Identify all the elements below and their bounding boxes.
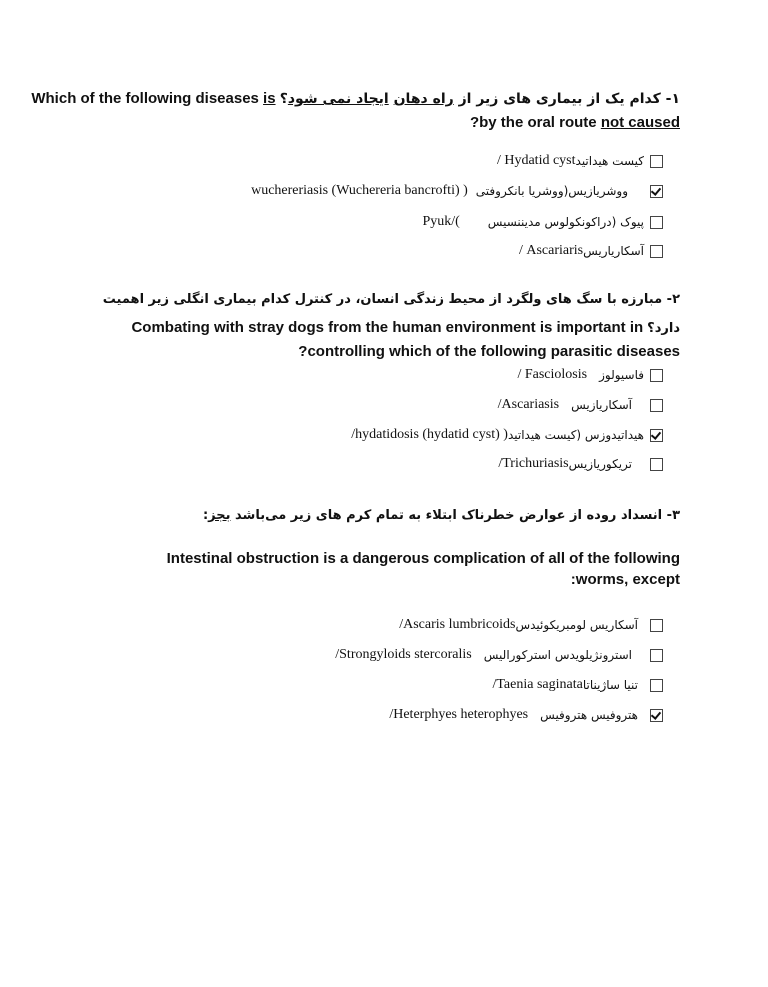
checkbox[interactable] xyxy=(650,458,663,471)
q2-option-2[interactable] xyxy=(498,397,663,413)
option-fa-label: هیداتیدوزس (کیست هیداتید xyxy=(507,428,644,442)
q3-fa-colon: : xyxy=(202,508,209,523)
option-en-label: Taenia saginata/ xyxy=(492,677,583,692)
q2-fa-text: ۲- مبارزه با سگ های ولگرد از محیط زندگی انسان، در کنترل کدام بیماری انگلی زیر اهمیت xyxy=(102,292,680,307)
checkbox[interactable] xyxy=(650,185,663,198)
q1-fa-underlined-not-caused: ایجاد نمی شود xyxy=(287,91,389,107)
q1-en-is: is xyxy=(263,90,276,107)
q2-title-line1 xyxy=(103,292,680,307)
q2-fa-text-end: دارد؟ xyxy=(647,321,680,336)
checkbox[interactable] xyxy=(650,679,663,692)
checkbox[interactable] xyxy=(650,155,663,168)
option-en-label: Trichuriasis/ xyxy=(498,456,569,471)
q3-title-line3 xyxy=(571,570,680,588)
option-en-label: Ascaris lumbricoids/ xyxy=(399,617,516,632)
q3-option-1[interactable] xyxy=(399,617,663,633)
check-icon xyxy=(651,429,661,440)
option-en-label: Fasciolosis / xyxy=(517,367,588,382)
q3-fa-except: بجز xyxy=(208,508,231,523)
q1-option-1[interactable] xyxy=(497,153,663,169)
checkbox[interactable] xyxy=(650,399,663,412)
checkbox[interactable] xyxy=(650,216,663,229)
checkbox[interactable] xyxy=(650,619,663,632)
q1-option-4[interactable] xyxy=(519,243,663,259)
q1-en-text: Which of the following diseases xyxy=(31,90,280,107)
q3-title-line1 xyxy=(203,508,680,523)
option-fa-label: آسکاریاریس xyxy=(583,244,644,258)
option-en-label: Ascariasis/ xyxy=(497,397,560,412)
checkbox[interactable] xyxy=(650,649,663,662)
option-en-label: ( hydatidosis (hydatid cyst)/ xyxy=(351,427,508,442)
option-fa-label: کیست هیداتید xyxy=(575,154,644,168)
q3-en-text-line3: :worms, except xyxy=(570,571,680,588)
q1-title-line2 xyxy=(470,113,680,131)
check-icon xyxy=(651,709,661,720)
option-en-label: Ascariaris / xyxy=(518,243,584,258)
q2-title-line3 xyxy=(298,342,680,360)
checkbox[interactable] xyxy=(650,429,663,442)
q1-option-3[interactable] xyxy=(422,214,663,230)
option-fa-label: تنیا ساژیناتا xyxy=(582,678,638,692)
checkbox[interactable] xyxy=(650,709,663,722)
checkbox[interactable] xyxy=(650,369,663,382)
checkbox[interactable] xyxy=(650,245,663,258)
option-fa-label: پیوک (دراکونکولوس مدیننسیس xyxy=(487,215,644,229)
q1-line2-text: ?by the oral route xyxy=(469,114,601,131)
check-icon xyxy=(651,185,661,196)
option-fa-label: آسکاریس لومبریکوئیدس xyxy=(515,618,638,632)
option-en-label: ( wuchereriasis (Wuchereria bancrofti) xyxy=(251,183,468,198)
option-fa-label: فاسیولوز xyxy=(599,368,644,382)
option-en-label: Hydatid cyst / xyxy=(496,153,576,168)
q1-title-line1 xyxy=(31,90,680,107)
q3-title-line2 xyxy=(167,549,680,567)
option-fa-label: آسکاریازیس xyxy=(571,398,632,412)
option-fa-label: ووشریازیس(ووشریا بانکروفتی xyxy=(475,184,628,198)
q3-fa-text: ۳- انسداد روده از عوارض خطرناک ابتلاء به تمام کرم های زیر می‌باشد xyxy=(230,508,680,523)
q2-en-text: Combating with stray dogs from the human environment is important in xyxy=(131,319,644,336)
q2-option-1[interactable] xyxy=(517,367,663,383)
q1-fa-underlined-route: راه دهان xyxy=(393,91,454,107)
q2-option-4[interactable] xyxy=(498,456,663,472)
q1-fa-qmark: ؟ xyxy=(279,91,288,107)
option-en-label: Heterphyes heterophyes/ xyxy=(389,707,529,722)
q1-line2-not-caused: not caused xyxy=(600,114,680,131)
q3-option-3[interactable] xyxy=(492,677,663,693)
option-fa-label: تریکوریازیس xyxy=(568,457,632,471)
q1-option-2[interactable] xyxy=(251,183,663,199)
option-fa-label: هتروفیس هتروفیس xyxy=(540,708,638,722)
option-en-label: Strongyloids stercoralis/ xyxy=(335,647,472,662)
q3-en-text: Intestinal obstruction is a dangerous complication of all of the following xyxy=(166,550,680,567)
option-fa-label: استرونژیلویدس استرکورالیس xyxy=(483,648,632,662)
option-en-label: )/Pyuk xyxy=(422,214,460,229)
q3-option-4[interactable] xyxy=(389,707,663,723)
q2-en-text-line3: ?controlling which of the following parasitic diseases xyxy=(298,343,680,360)
q1-fa-text: ۱- کدام یک از بیماری های زیر از xyxy=(453,91,680,107)
q2-title-line2 xyxy=(131,318,680,336)
q3-option-2[interactable] xyxy=(335,647,663,663)
q2-option-3[interactable] xyxy=(351,427,663,443)
